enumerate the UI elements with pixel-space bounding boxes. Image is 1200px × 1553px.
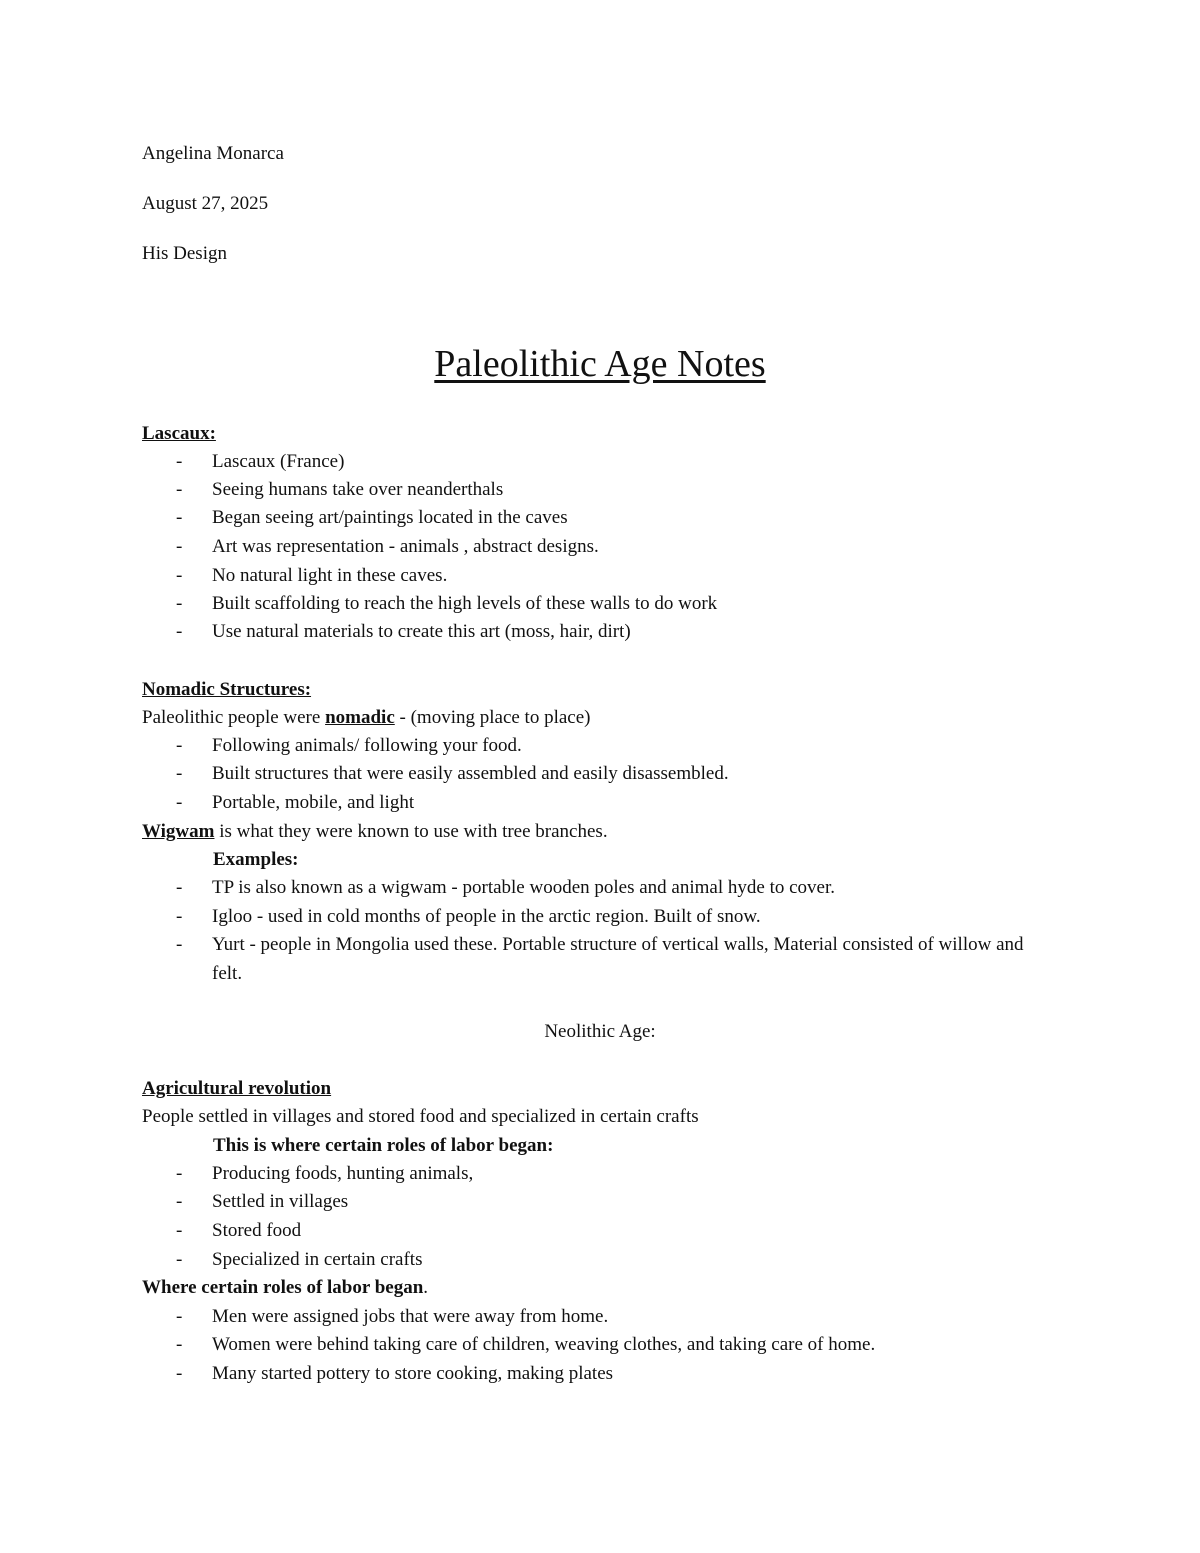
bullet-dash: - [176,1191,183,1212]
bullet-dash: - [176,451,183,472]
page-title: Paleolithic Age Notes [434,343,766,385]
list-item-text: Following animals/ following your food. [212,735,522,756]
bullet-dash: - [176,479,183,500]
nomadic-heading: Nomadic Structures: [142,679,312,700]
bullet-dash: - [176,735,183,756]
nomadic-keyword: nomadic [325,707,395,728]
nomadic-intro-suffix: - (moving place to place) [394,707,591,728]
author-name: Angelina Monarca [142,143,284,164]
bullet-dash: - [176,1306,183,1327]
bullet-dash: - [176,906,183,927]
list-item-text: Yurt - people in Mongolia used these. Portable structure of vertical walls, Material consisted of willow and felt. [212,934,1024,984]
list-item-text: Igloo - used in cold months of people in the arctic region. Built of snow. [212,906,761,927]
nomadic-intro [142,706,591,730]
list-item-text: Stored food [212,1220,302,1241]
roles-label: Where certain roles of labor began [142,1277,424,1298]
wigwam-line [142,820,608,844]
list-item-text: Built scaffolding to reach the high levels of these walls to do work [212,593,718,614]
bullet-dash: - [176,565,183,586]
bullet-dash: - [176,507,183,528]
neolithic-heading: Neolithic Age: [544,1021,656,1042]
lascaux-heading: Lascaux: [142,423,216,444]
bullet-dash: - [176,1363,183,1384]
list-item-text: Began seeing art/paintings located in the caves [212,507,568,528]
document-date: August 27, 2025 [142,193,269,214]
list-item-text: Lascaux (France) [212,451,345,472]
course-name: His Design [142,243,227,264]
examples-label: Examples: [213,849,299,870]
bullet-dash: - [176,1249,183,1270]
list-item-text: Many started pottery to store cooking, making plates [212,1363,614,1384]
bullet-dash: - [176,536,183,557]
list-item-text: Women were behind taking care of children, weaving clothes, and taking care of home. [212,1334,876,1355]
bullet-dash: - [176,792,183,813]
list-item-text: Art was representation - animals , abstract designs. [212,536,599,557]
list-item-text: Producing foods, hunting animals, [212,1163,474,1184]
wigwam-keyword: Wigwam [142,821,215,842]
roles-line [142,1276,428,1300]
list-item-text: No natural light in these caves. [212,565,448,586]
bullet-dash: - [176,593,183,614]
bullet-dash: - [176,877,183,898]
list-item-text: Built structures that were easily assembled and easily disassembled. [212,763,729,784]
list-item-text: Specialized in certain crafts [212,1249,423,1270]
roles-period: . [423,1277,429,1298]
list-item-text: Use natural materials to create this art (moss, hair, dirt) [212,621,631,642]
wigwam-text: is what they were known to use with tree branches. [214,821,608,842]
list-item-text: Portable, mobile, and light [212,792,415,813]
agricultural-heading: Agricultural revolution [142,1078,332,1099]
bullet-dash: - [176,1163,183,1184]
bullet-dash: - [176,1220,183,1241]
list-item-text: Men were assigned jobs that were away from home. [212,1306,609,1327]
agricultural-intro: People settled in villages and stored food and specialized in certain crafts [142,1106,699,1127]
bullet-dash: - [176,1334,183,1355]
list-item-text: Seeing humans take over neanderthals [212,479,504,500]
bullet-dash: - [176,621,183,642]
nomadic-intro-prefix: Paleolithic people were [142,707,326,728]
list-item-text: Settled in villages [212,1191,349,1212]
bullet-dash: - [176,934,183,955]
bullet-dash: - [176,763,183,784]
list-item-text: TP is also known as a wigwam - portable wooden poles and animal hyde to cover. [212,877,835,898]
labor-sublabel: This is where certain roles of labor began: [213,1135,554,1156]
